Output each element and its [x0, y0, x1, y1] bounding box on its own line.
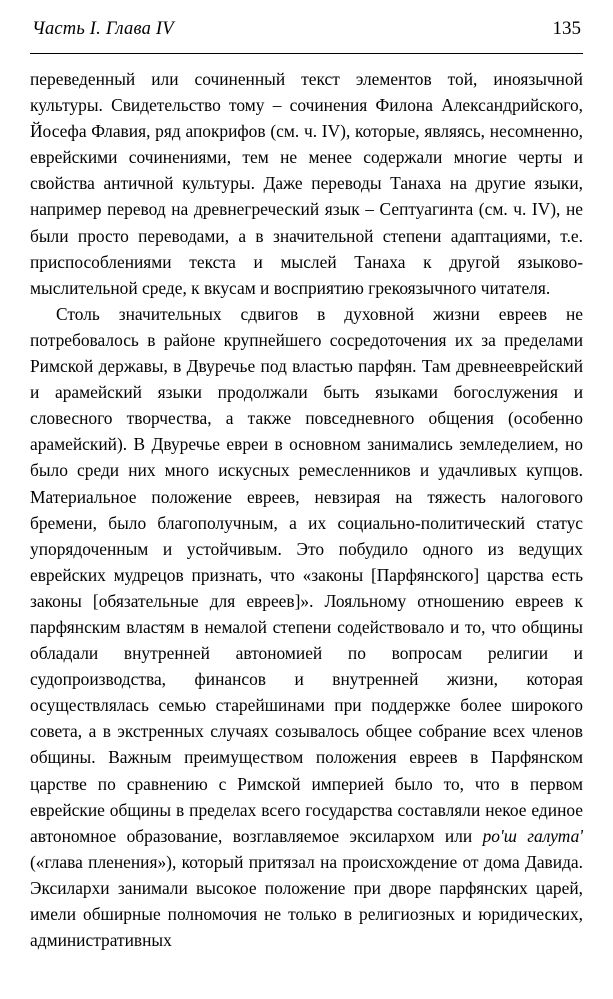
running-head: Часть I. Глава IV [32, 19, 174, 39]
transliterated-term: ро'ш галута' [482, 825, 583, 846]
header-divider [30, 53, 583, 54]
page-number: 135 [552, 18, 581, 39]
page-header [32, 18, 581, 48]
body-text [30, 66, 583, 953]
paragraph-2 [30, 301, 583, 953]
paragraph-1: переведенный или сочиненный текст элементов той, иноязычной культуры. Свидетельство тому – сочинения Филона Александрийского, Йосефа Флавия, ряд апокрифов (см. ч. IV), которые, являясь, несомненно, еврейскими сочинениями, тем не менее содержали многие черты и свойства античной культуры. Даже переводы Танаха на другие языки, например перевод на древнегреческий язык – Септуагинта (см. ч. IV), не были просто переводами, а в значительной степени адаптациями, т.е. приспособлениями текста и мыслей Танаха к другой языково-мыслительной среде, к вкусам и восприятию грекоязычного читателя. [30, 69, 583, 298]
paragraph-2-tail: («глава пленения»), который притязал на происхождение от дома Давида. Эксилархи занимали высокое положение при дворе парфянских царей, имели обширные полномочия не только в религиозных и юридических, административных [30, 851, 583, 951]
paragraph-2-lead: Столь значительных сдвигов в духовной жизни евреев не потребовалось в районе крупнейшего сосредоточения их за пределами Римской державы, в Двуречье под властью парфян. Там древнееврейский и арамейский языки продолжали быть языками богослужения и словесного творчества, а также повседневного общения (особенно арамейский). В Двуречье евреи в основном занимались земледелием, но было среди них много искусных ремесленников и удачливых купцов. Материальное положение евреев, невзирая на тяжесть налогового бремени, было благополучным, а их социально-политический статус упорядоченным и устойчивым. Это побудило одного из ведущих еврейских мудрецов признать, что «законы [Парфянского] царства есть законы [обязательные для евреев]». Лояльному отношению евреев к парфянским властям в немалой степени содействовало и то, что общины обладали внутренней автономией по вопросам религии и судопроизводства, финансов и внутренней жизни, которая осуществлялась семью старейшинами при поддержке более широкого совета, а в экстренных случаях созывалось общее собрание всех членов общины. Важным преимуществом положения евреев в Парфянском царстве по сравнению с Римской империей было то, что в первом еврейские общины в пределах всего государства составляли некое единое автономное образование, возглавляемое эксилархом или [30, 303, 583, 846]
